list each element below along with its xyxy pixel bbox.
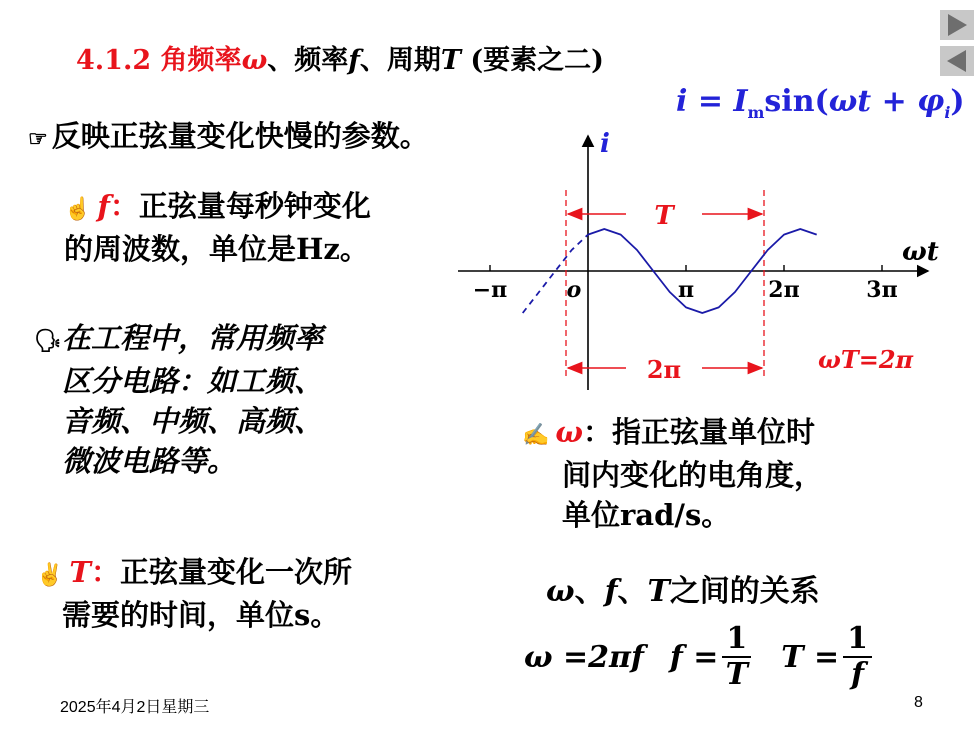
eq-T-fraction (843, 622, 872, 692)
relation-label: ωT=2π (818, 345, 914, 374)
x-tick-label: −π (472, 277, 508, 303)
x-axis-label: ωt (902, 237, 939, 267)
period-T-label: T (654, 201, 674, 231)
x-tick-label: 2π (768, 277, 800, 303)
victory-hand-icon: ✌ (36, 562, 64, 588)
relation-heading (546, 566, 820, 610)
f-text1: 正弦量每秒钟变化 (138, 189, 371, 223)
title-sep1: 、频率 (267, 45, 349, 76)
next-slide-button[interactable] (940, 10, 974, 40)
T-symbol: T (69, 555, 91, 589)
formula-sub-i: i (944, 103, 951, 122)
page-number: 8 (914, 694, 923, 711)
formula-sub-m: m (747, 103, 765, 122)
y-axis-label: i (600, 129, 610, 159)
T-text1: 正弦量变化一次所 (120, 555, 353, 589)
T-definition (36, 552, 352, 635)
eng-line1: 在工程中，常用频率 (61, 321, 323, 355)
prev-slide-button[interactable] (940, 46, 974, 76)
w-colon: ： (583, 415, 613, 449)
lead-text: 反映正弦量变化快慢的参数。 (51, 119, 429, 153)
play-right-icon (945, 13, 969, 37)
eng-line1-row (34, 318, 323, 361)
eng-line2: 区分电路：如工频、 (62, 364, 324, 398)
equations-row (524, 622, 876, 692)
title-prefix: 4.1.2 角频率 (76, 45, 242, 76)
lead-line (28, 114, 429, 155)
w-symbol: ω (555, 415, 584, 449)
T-colon: ： (91, 555, 121, 589)
eng-line4: 微波电路等。 (62, 444, 237, 478)
eq-omega: ω =2πf (524, 639, 644, 675)
omega-definition (522, 412, 823, 535)
speaking-head-icon: 🗣 (34, 328, 62, 354)
pointing-hand-icon: ☞ (28, 126, 48, 152)
f-colon: ： (109, 189, 139, 223)
rel-w: ω (546, 574, 575, 609)
finger-up-icon: ☝ (64, 196, 92, 222)
engineering-note (34, 318, 323, 481)
writing-hand-icon: ✍ (522, 422, 550, 448)
T-def-line1 (36, 552, 352, 595)
title-omega: ω (241, 45, 268, 76)
rel-sep2: 、 (617, 574, 648, 609)
eq-T-num: 1 (843, 622, 872, 658)
formula-phi: φ (917, 84, 945, 119)
rel-T: T (647, 574, 670, 609)
formula-eq: = (687, 84, 734, 119)
formula-close: ) (950, 84, 965, 119)
title-T: T (440, 45, 461, 76)
rel-f: f (604, 574, 618, 609)
f-symbol: f (97, 189, 110, 223)
T-text2: 需要的时间，单位s。 (62, 598, 340, 632)
eq-f-lhs: f = (669, 639, 719, 675)
formula-i: i (676, 84, 688, 119)
eq-T-den: f (851, 657, 865, 692)
x-tick-label: o (566, 277, 582, 303)
eq-T-lhs: T = (781, 639, 840, 675)
w-def-line1 (522, 412, 823, 455)
x-tick-label: 3π (866, 277, 898, 303)
w-text2: 间内变化的电角度， (562, 458, 824, 492)
formula-omega-t: ωt (828, 84, 872, 119)
eq-f-num: 1 (722, 622, 751, 658)
f-text2: 的周波数，单位是Hz。 (64, 232, 369, 266)
w-text3: 单位rad/s。 (562, 498, 731, 532)
title-suffix: (要素之二) (461, 45, 604, 76)
slide-title (76, 38, 604, 77)
title-f: f (348, 45, 360, 76)
sinusoid-formula (676, 84, 965, 122)
title-sep2: 、周期 (359, 45, 441, 76)
rel-sep1: 、 (574, 574, 605, 609)
formula-sin: sin( (764, 84, 829, 119)
eng-line3: 音频、中频、高频、 (62, 404, 324, 438)
play-left-icon (945, 49, 969, 73)
f-definition (64, 186, 371, 269)
x-tick-label: π (677, 277, 695, 303)
formula-I: I (733, 84, 748, 119)
f-def-line1 (64, 186, 371, 229)
eq-f-den: T (725, 657, 748, 692)
eq-f-fraction (722, 622, 751, 692)
footer-date: 2025年4月2日星期三 (60, 699, 210, 716)
formula-plus: + (871, 84, 918, 119)
rel-text: 之间的关系 (669, 574, 820, 609)
sine-wave-chart (450, 128, 950, 408)
period-2pi-label: 2π (646, 355, 682, 384)
w-text1: 指正弦量单位时 (612, 415, 816, 449)
